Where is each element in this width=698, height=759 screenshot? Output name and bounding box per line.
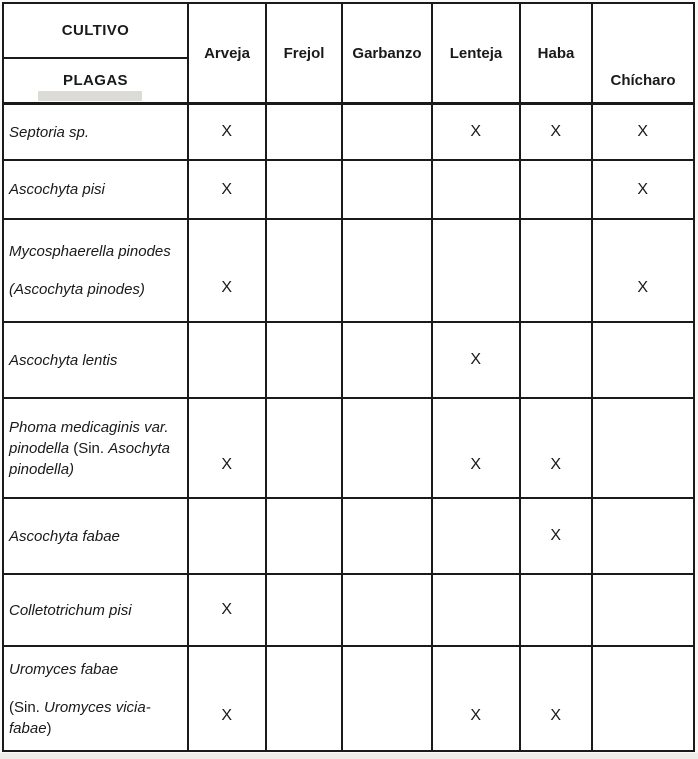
row-label-line: Colletotrichum pisi — [9, 601, 132, 619]
mark-cell-x — [189, 575, 267, 645]
x-mark: X — [221, 456, 233, 473]
mark-cell-empty — [189, 499, 267, 573]
x-mark: X — [470, 706, 482, 724]
row-label — [4, 323, 189, 397]
mark-cell-x — [521, 105, 593, 159]
x-mark: X — [470, 351, 482, 368]
column-header-arveja: Arveja — [189, 4, 267, 102]
mark-cell-empty — [343, 323, 433, 397]
mark-cell-empty — [521, 323, 593, 397]
x-mark: X — [550, 706, 562, 724]
row-label-line: Ascochyta lentis — [9, 351, 118, 369]
mark-cell-x — [189, 161, 267, 218]
corner-cell — [4, 4, 189, 102]
column-header-garbanzo: Garbanzo — [343, 4, 433, 102]
row-label-line: Ascochyta pisi — [9, 181, 105, 198]
mark-cell-x — [189, 399, 267, 497]
x-mark: X — [221, 601, 233, 618]
corner-label-cultivo: CULTIVO — [4, 4, 187, 59]
mark-cell-empty — [593, 647, 693, 750]
mark-cell-empty — [593, 399, 693, 497]
mark-cell-empty — [343, 575, 433, 645]
row-label-line: (Ascochyta pinodes) — [9, 281, 145, 298]
row-label-line: Mycosphaerella pinodes — [9, 243, 171, 260]
scan-smudge-artifact — [38, 91, 142, 101]
x-mark: X — [470, 123, 482, 140]
scanned-page — [2, 2, 695, 752]
x-mark: X — [221, 278, 233, 296]
mark-cell-empty — [267, 399, 343, 497]
row-label — [4, 105, 189, 159]
mark-cell-empty — [343, 499, 433, 573]
corner-label-plagas: PLAGAS — [63, 72, 128, 89]
row-label — [4, 647, 189, 750]
table-row — [4, 647, 693, 750]
table-row — [4, 161, 693, 220]
mark-cell-empty — [343, 105, 433, 159]
mark-cell-empty — [189, 323, 267, 397]
mark-cell-x — [433, 399, 521, 497]
mark-cell-empty — [267, 647, 343, 750]
column-header-haba: Haba — [521, 4, 593, 102]
x-mark: X — [221, 180, 233, 198]
column-header-lenteja: Lenteja — [433, 4, 521, 102]
row-label — [4, 220, 189, 321]
table-row — [4, 499, 693, 575]
x-mark: X — [550, 456, 562, 473]
mark-cell-empty — [267, 161, 343, 218]
mark-cell-x — [593, 220, 693, 321]
table-row — [4, 399, 693, 499]
row-label-line: Ascochyta fabae — [9, 527, 120, 545]
mark-cell-x — [189, 105, 267, 159]
mark-cell-empty — [343, 220, 433, 321]
x-mark: X — [221, 706, 233, 724]
mark-cell-empty — [267, 323, 343, 397]
scan-bottom-margin — [0, 753, 698, 759]
mark-cell-empty — [521, 220, 593, 321]
row-label-line: Phoma medicaginis var. pinodella (Sin. Asochyta pinodella) — [9, 418, 170, 478]
x-mark: X — [550, 123, 562, 140]
mark-cell-empty — [593, 575, 693, 645]
x-mark: X — [221, 123, 233, 140]
mark-cell-empty — [521, 575, 593, 645]
x-mark: X — [637, 278, 649, 296]
header-row — [4, 4, 693, 105]
mark-cell-empty — [267, 575, 343, 645]
row-label — [4, 399, 189, 497]
mark-cell-empty — [521, 161, 593, 218]
mark-cell-empty — [433, 499, 521, 573]
row-label-line: Uromyces fabae — [9, 660, 119, 678]
x-mark: X — [470, 456, 482, 473]
mark-cell-x — [521, 399, 593, 497]
x-mark: X — [637, 180, 649, 198]
mark-cell-x — [433, 323, 521, 397]
row-label-line: Septoria sp. — [9, 123, 90, 141]
mark-cell-empty — [267, 105, 343, 159]
mark-cell-empty — [433, 220, 521, 321]
row-label — [4, 161, 189, 218]
mark-cell-x — [433, 647, 521, 750]
mark-cell-x — [521, 499, 593, 573]
mark-cell-empty — [433, 161, 521, 218]
mark-cell-x — [189, 220, 267, 321]
row-label-line: (Sin. Uromyces vicia-fabae) — [9, 698, 151, 737]
column-header-chicharo: Chícharo — [610, 72, 676, 89]
mark-cell-empty — [267, 499, 343, 573]
mark-cell-empty — [433, 575, 521, 645]
mark-cell-empty — [593, 499, 693, 573]
table-row — [4, 575, 693, 647]
crop-pest-table — [2, 2, 695, 752]
table-row — [4, 105, 693, 161]
table-row — [4, 220, 693, 323]
mark-cell-empty — [343, 399, 433, 497]
mark-cell-x — [593, 161, 693, 218]
mark-cell-x — [433, 105, 521, 159]
mark-cell-empty — [343, 647, 433, 750]
mark-cell-x — [593, 105, 693, 159]
row-label — [4, 575, 189, 645]
mark-cell-x — [189, 647, 267, 750]
mark-cell-empty — [343, 161, 433, 218]
mark-cell-empty — [593, 323, 693, 397]
mark-cell-empty — [267, 220, 343, 321]
table-row — [4, 323, 693, 399]
mark-cell-x — [521, 647, 593, 750]
column-header-frejol: Frejol — [267, 4, 343, 102]
x-mark: X — [637, 123, 649, 140]
x-mark: X — [550, 527, 562, 544]
row-label — [4, 499, 189, 573]
